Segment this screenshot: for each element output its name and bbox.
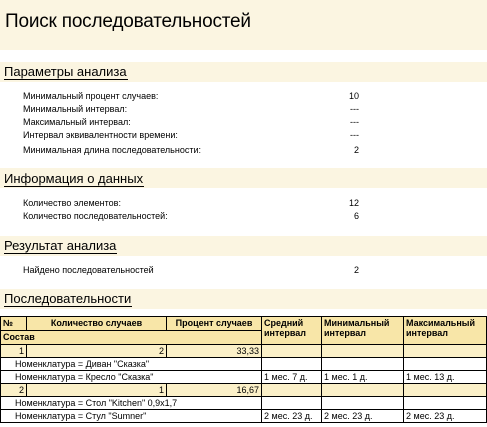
data-sequences-value: 6 <box>353 211 359 221</box>
sequences-heading: Последовательности <box>4 291 132 306</box>
param-max-interval-label: Максимальный интервал: <box>23 117 131 127</box>
page-title: Поиск последовательностей <box>5 11 251 32</box>
col-avg-header: Средний интервал <box>262 317 322 345</box>
table-row <box>1 384 487 397</box>
param-min-interval-label: Минимальный интервал: <box>23 104 128 114</box>
param-min-percent-value: 10 <box>348 91 359 101</box>
seq-item-avg: 2 мес. 23 д. <box>262 410 322 423</box>
param-time-equiv-label: Интервал эквивалентности времени: <box>23 130 178 140</box>
seq-percent: 16,67 <box>167 384 262 397</box>
seq-num: 2 <box>1 384 27 397</box>
seq-item: Номенклатура = Стул "Sumner" <box>1 410 262 423</box>
seq-avg <box>262 345 322 358</box>
seq-item-max: 1 мес. 13 д. <box>404 371 487 384</box>
seq-item-min <box>322 397 404 410</box>
seq-item-max <box>404 358 487 371</box>
seq-item-avg <box>262 358 322 371</box>
seq-avg <box>262 384 322 397</box>
param-min-interval-value: --- <box>350 104 359 114</box>
seq-count: 2 <box>27 345 167 358</box>
result-found-value: 2 <box>353 265 359 275</box>
param-time-equiv-value: --- <box>350 130 359 140</box>
param-min-percent-label: Минимальный процент случаев: <box>23 91 159 101</box>
sequences-table <box>0 316 487 423</box>
seq-item-min <box>322 358 404 371</box>
result-heading: Результат анализа <box>4 238 117 253</box>
seq-item-max <box>404 397 487 410</box>
seq-item-avg <box>262 397 322 410</box>
seq-min <box>322 345 404 358</box>
params-heading: Параметры анализа <box>4 64 127 79</box>
data-info-heading: Информация о данных <box>4 171 144 186</box>
table-row <box>1 371 487 384</box>
param-min-length-label: Минимальная длина последовательности: <box>23 145 201 155</box>
col-max-header: Максимальный интервал <box>404 317 487 345</box>
data-elements-label: Количество элементов: <box>23 198 121 208</box>
seq-percent: 33,33 <box>167 345 262 358</box>
col-count-header: Количество случаев <box>27 317 167 331</box>
seq-item: Номенклатура = Кресло "Сказка" <box>1 371 262 384</box>
seq-count: 1 <box>27 384 167 397</box>
seq-item-avg: 1 мес. 7 д. <box>262 371 322 384</box>
param-min-length-value: 2 <box>353 145 359 155</box>
table-row <box>1 358 487 371</box>
data-elements-value: 12 <box>348 198 359 208</box>
col-num-header: № <box>1 317 27 331</box>
seq-item-min: 1 мес. 1 д. <box>322 371 404 384</box>
table-row <box>1 410 487 423</box>
data-sequences-label: Количество последовательностей: <box>23 211 168 221</box>
table-header-row <box>1 317 487 331</box>
seq-num: 1 <box>1 345 27 358</box>
seq-item-max: 2 мес. 23 д. <box>404 410 487 423</box>
col-composition-header: Состав <box>1 331 262 345</box>
col-min-header: Минимальный интервал <box>322 317 404 345</box>
seq-min <box>322 384 404 397</box>
col-percent-header: Процент случаев <box>167 317 262 331</box>
seq-item: Номенклатура = Диван "Сказка" <box>1 358 262 371</box>
seq-max <box>404 345 487 358</box>
param-max-interval-value: --- <box>350 117 359 127</box>
seq-item: Номенклатура = Стол "Kitchen" 0,9х1,7 <box>1 397 262 410</box>
table-row <box>1 397 487 410</box>
seq-max <box>404 384 487 397</box>
seq-item-min: 2 мес. 23 д. <box>322 410 404 423</box>
table-row <box>1 345 487 358</box>
result-found-label: Найдено последовательностей <box>23 265 154 275</box>
